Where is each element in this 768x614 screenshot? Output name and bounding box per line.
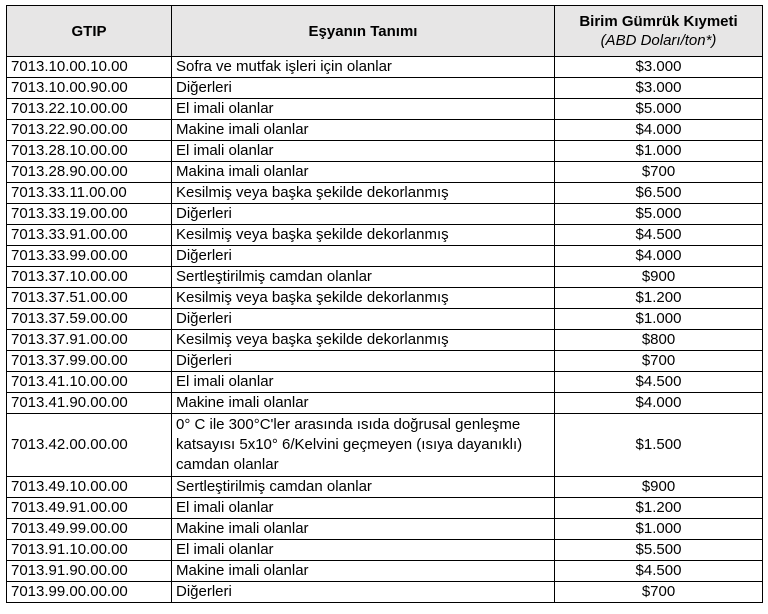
table-row: [7, 225, 763, 246]
unit-value-cell: $700: [555, 582, 763, 603]
unit-value-cell: $700: [555, 162, 763, 183]
description-cell: 0° C ile 300°C'ler arasında ısıda doğrusal genleşme katsayısı 5x10° 6/Kelvini geçmeyen (ısıya dayanıklı) camdan olanlar: [172, 414, 555, 477]
description-cell: Sertleştirilmiş camdan olanlar: [172, 267, 555, 288]
unit-value-cell: $800: [555, 330, 763, 351]
gtip-cell: 7013.37.51.00.00: [7, 288, 172, 309]
table-row: [7, 204, 763, 225]
gtip-cell: 7013.37.91.00.00: [7, 330, 172, 351]
unit-value-cell: $5.000: [555, 99, 763, 120]
description-cell: Diğerleri: [172, 351, 555, 372]
description-cell: El imali olanlar: [172, 99, 555, 120]
gtip-cell: 7013.37.59.00.00: [7, 309, 172, 330]
description-cell: Makina imali olanlar: [172, 162, 555, 183]
unit-value-cell: $3.000: [555, 78, 763, 99]
table-row: [7, 414, 763, 477]
header-gtip: GTIP: [7, 6, 172, 57]
unit-value-cell: $1.500: [555, 414, 763, 477]
header-description: Eşyanın Tanımı: [172, 6, 555, 57]
gtip-cell: 7013.10.00.90.00: [7, 78, 172, 99]
gtip-cell: 7013.22.90.00.00: [7, 120, 172, 141]
table-row: [7, 99, 763, 120]
description-cell: Makine imali olanlar: [172, 120, 555, 141]
unit-value-cell: $4.000: [555, 246, 763, 267]
description-cell: Kesilmiş veya başka şekilde dekorlanmış: [172, 183, 555, 204]
unit-value-cell: $1.000: [555, 519, 763, 540]
description-cell: El imali olanlar: [172, 372, 555, 393]
table-row: [7, 183, 763, 204]
gtip-cell: 7013.37.10.00.00: [7, 267, 172, 288]
description-cell: Makine imali olanlar: [172, 519, 555, 540]
table-row: [7, 540, 763, 561]
header-unit-value-title: Birim Gümrük Kıymeti: [579, 13, 738, 30]
table-row: [7, 246, 763, 267]
description-cell: Kesilmiş veya başka şekilde dekorlanmış: [172, 330, 555, 351]
table-row: [7, 519, 763, 540]
gtip-cell: 7013.49.99.00.00: [7, 519, 172, 540]
description-cell: Diğerleri: [172, 309, 555, 330]
description-cell: El imali olanlar: [172, 141, 555, 162]
description-cell: Sofra ve mutfak işleri için olanlar: [172, 57, 555, 78]
description-cell: Kesilmiş veya başka şekilde dekorlanmış: [172, 225, 555, 246]
gtip-cell: 7013.49.91.00.00: [7, 498, 172, 519]
table-row: [7, 309, 763, 330]
table-row: [7, 393, 763, 414]
gtip-cell: 7013.49.10.00.00: [7, 477, 172, 498]
table-row: [7, 78, 763, 99]
table-row: [7, 372, 763, 393]
unit-value-cell: $4.500: [555, 225, 763, 246]
table-row: [7, 582, 763, 603]
description-cell: Diğerleri: [172, 582, 555, 603]
gtip-cell: 7013.28.90.00.00: [7, 162, 172, 183]
table-row: [7, 498, 763, 519]
table-row: [7, 330, 763, 351]
unit-value-cell: $1.000: [555, 309, 763, 330]
description-cell: Diğerleri: [172, 78, 555, 99]
customs-value-table: [6, 5, 763, 603]
unit-value-cell: $700: [555, 351, 763, 372]
gtip-cell: 7013.33.99.00.00: [7, 246, 172, 267]
gtip-cell: 7013.41.10.00.00: [7, 372, 172, 393]
table-row: [7, 120, 763, 141]
table-row: [7, 288, 763, 309]
unit-value-cell: $4.500: [555, 561, 763, 582]
unit-value-cell: $1.000: [555, 141, 763, 162]
unit-value-cell: $900: [555, 267, 763, 288]
gtip-cell: 7013.99.00.00.00: [7, 582, 172, 603]
gtip-cell: 7013.91.10.00.00: [7, 540, 172, 561]
description-cell: Makine imali olanlar: [172, 561, 555, 582]
table-row: [7, 57, 763, 78]
description-cell: El imali olanlar: [172, 540, 555, 561]
description-cell: Diğerleri: [172, 246, 555, 267]
table-row: [7, 267, 763, 288]
gtip-cell: 7013.42.00.00.00: [7, 414, 172, 477]
gtip-cell: 7013.28.10.00.00: [7, 141, 172, 162]
unit-value-cell: $3.000: [555, 57, 763, 78]
unit-value-cell: $900: [555, 477, 763, 498]
table-row: [7, 477, 763, 498]
gtip-cell: 7013.33.19.00.00: [7, 204, 172, 225]
gtip-cell: 7013.41.90.00.00: [7, 393, 172, 414]
unit-value-cell: $6.500: [555, 183, 763, 204]
gtip-cell: 7013.91.90.00.00: [7, 561, 172, 582]
table-body: [7, 57, 763, 603]
gtip-cell: 7013.22.10.00.00: [7, 99, 172, 120]
table-row: [7, 351, 763, 372]
header-unit-value-unit: (ABD Doları/ton*): [600, 32, 717, 49]
gtip-cell: 7013.37.99.00.00: [7, 351, 172, 372]
table-header-row: [7, 6, 763, 57]
gtip-cell: 7013.33.91.00.00: [7, 225, 172, 246]
gtip-cell: 7013.10.00.10.00: [7, 57, 172, 78]
description-cell: Sertleştirilmiş camdan olanlar: [172, 477, 555, 498]
description-cell: Makine imali olanlar: [172, 393, 555, 414]
unit-value-cell: $4.500: [555, 372, 763, 393]
gtip-cell: 7013.33.11.00.00: [7, 183, 172, 204]
unit-value-cell: $5.500: [555, 540, 763, 561]
description-cell: Diğerleri: [172, 204, 555, 225]
description-cell: Kesilmiş veya başka şekilde dekorlanmış: [172, 288, 555, 309]
table-row: [7, 141, 763, 162]
header-unit-value: [555, 6, 763, 57]
unit-value-cell: $1.200: [555, 498, 763, 519]
unit-value-cell: $5.000: [555, 204, 763, 225]
unit-value-cell: $1.200: [555, 288, 763, 309]
unit-value-cell: $4.000: [555, 393, 763, 414]
table-row: [7, 561, 763, 582]
table-row: [7, 162, 763, 183]
unit-value-cell: $4.000: [555, 120, 763, 141]
description-cell: El imali olanlar: [172, 498, 555, 519]
